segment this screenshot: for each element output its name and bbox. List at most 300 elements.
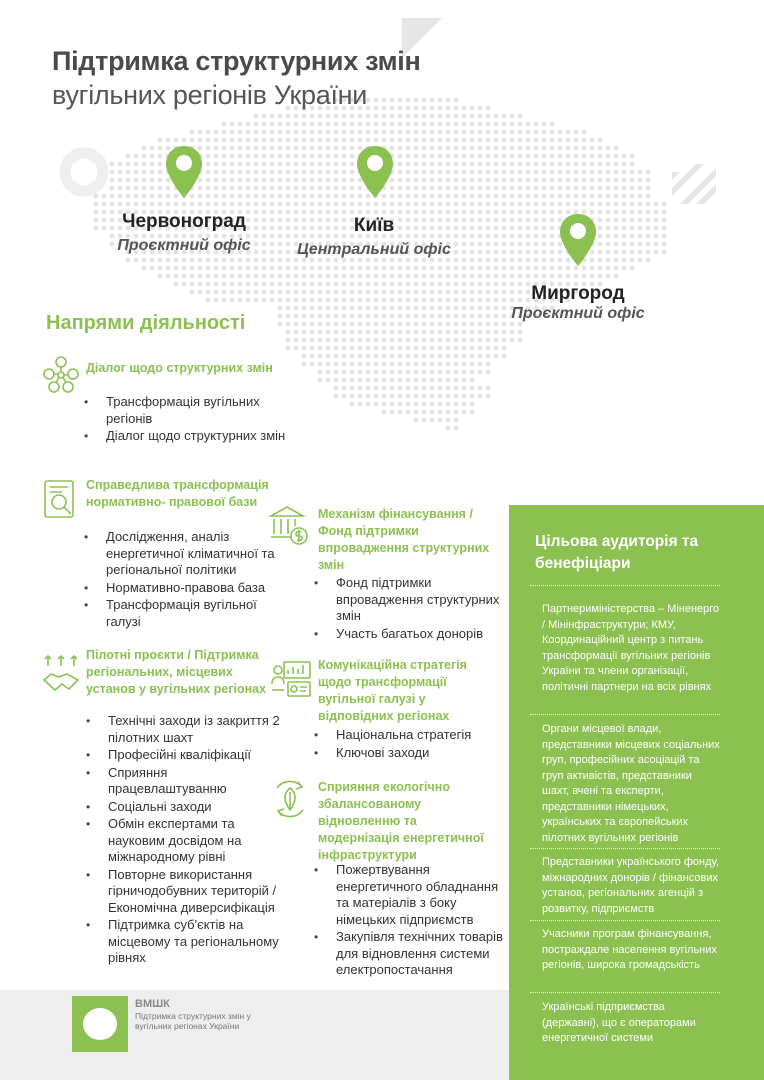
map-dot <box>390 322 395 327</box>
map-dot <box>422 314 427 319</box>
map-dot <box>438 330 443 335</box>
map-dot <box>390 314 395 319</box>
map-dot <box>238 290 243 295</box>
divider <box>530 848 720 849</box>
map-dot <box>574 162 579 167</box>
map-dot <box>454 234 459 239</box>
map-dot <box>278 170 283 175</box>
map-dot <box>214 298 219 303</box>
map-dot <box>566 154 571 159</box>
map-dot <box>294 210 299 215</box>
map-dot <box>310 170 315 175</box>
map-dot <box>406 290 411 295</box>
map-dot <box>334 346 339 351</box>
map-dot <box>430 290 435 295</box>
map-dot <box>462 354 467 359</box>
map-dot <box>422 114 427 119</box>
map-dot <box>134 170 139 175</box>
map-dot <box>446 394 451 399</box>
map-dot <box>422 338 427 343</box>
map-dot <box>398 394 403 399</box>
map-dot <box>262 138 267 143</box>
map-dot <box>638 250 643 255</box>
map-dot <box>294 138 299 143</box>
map-dot <box>462 138 467 143</box>
map-dot <box>222 298 227 303</box>
page-title: Підтримка структурних змін <box>52 46 421 76</box>
map-dot <box>350 362 355 367</box>
map-dot <box>414 162 419 167</box>
map-dot <box>622 234 627 239</box>
map-dot <box>230 162 235 167</box>
map-dot <box>454 250 459 255</box>
map-dot <box>582 178 587 183</box>
map-dot <box>278 114 283 119</box>
map-dot <box>430 186 435 191</box>
map-dot <box>406 98 411 103</box>
map-dot <box>422 98 427 103</box>
map-dot <box>606 186 611 191</box>
map-dot <box>318 282 323 287</box>
map-dot <box>470 210 475 215</box>
map-dot <box>606 202 611 207</box>
map-dot <box>430 274 435 279</box>
map-dot <box>438 114 443 119</box>
map-dot <box>158 162 163 167</box>
map-dot <box>382 370 387 375</box>
map-dot <box>118 178 123 183</box>
eco-leaf-cycle-icon <box>270 778 310 820</box>
map-dot <box>598 154 603 159</box>
map-dot <box>462 290 467 295</box>
map-dot <box>622 202 627 207</box>
map-dot <box>654 202 659 207</box>
map-dot <box>606 178 611 183</box>
map-dot <box>478 210 483 215</box>
map-dot <box>390 378 395 383</box>
map-dot <box>366 314 371 319</box>
map-dot <box>454 162 459 167</box>
map-dot <box>454 130 459 135</box>
map-dot <box>502 210 507 215</box>
map-dot <box>494 146 499 151</box>
map-dot <box>262 146 267 151</box>
map-dot <box>222 170 227 175</box>
list-item: • Професійні кваліфікації <box>80 747 280 764</box>
map-dot <box>494 154 499 159</box>
map-dot <box>470 186 475 191</box>
map-dot <box>462 346 467 351</box>
map-dot <box>462 146 467 151</box>
map-dot <box>486 338 491 343</box>
map-dot <box>246 154 251 159</box>
map-dot <box>630 186 635 191</box>
map-dot <box>494 234 499 239</box>
map-dot <box>118 194 123 199</box>
map-dot <box>430 394 435 399</box>
map-dot <box>470 346 475 351</box>
map-dot <box>550 162 555 167</box>
map-dot <box>190 290 195 295</box>
map-dot <box>590 194 595 199</box>
map-dot <box>310 122 315 127</box>
map-dot <box>462 282 467 287</box>
map-dot <box>238 266 243 271</box>
map-dot <box>414 274 419 279</box>
map-dot <box>158 274 163 279</box>
map-dot <box>542 138 547 143</box>
map-dot <box>406 322 411 327</box>
direction-title: Справедлива трансформація нормативно- правової бази <box>86 478 269 509</box>
map-dot <box>262 266 267 271</box>
map-dot <box>430 418 435 423</box>
map-dot <box>630 194 635 199</box>
map-dot <box>414 178 419 183</box>
map-dot <box>294 114 299 119</box>
map-dot <box>502 170 507 175</box>
map-dot <box>486 250 491 255</box>
map-dot <box>534 194 539 199</box>
map-dot <box>478 394 483 399</box>
map-dot <box>470 394 475 399</box>
map-dot <box>558 274 563 279</box>
map-dot <box>542 170 547 175</box>
logo-subtitle: Підтримка структурних змін у вугільних регіонах України <box>135 1011 251 1031</box>
map-dot <box>486 242 491 247</box>
map-dot <box>326 290 331 295</box>
map-dot <box>646 194 651 199</box>
map-dot <box>222 130 227 135</box>
map-dot <box>222 290 227 295</box>
map-dot <box>382 346 387 351</box>
map-dot <box>374 386 379 391</box>
map-dot <box>534 250 539 255</box>
map-dot <box>438 170 443 175</box>
map-dot <box>326 314 331 319</box>
map-dot <box>406 338 411 343</box>
map-dot <box>406 162 411 167</box>
map-dot <box>510 122 515 127</box>
map-dot <box>430 306 435 311</box>
map-dot <box>318 154 323 159</box>
map-dot <box>198 202 203 207</box>
map-dot <box>486 314 491 319</box>
map-dot <box>358 290 363 295</box>
office-city: Червоноград <box>122 211 246 232</box>
map-dot <box>246 178 251 183</box>
map-dot <box>590 178 595 183</box>
map-dot <box>534 178 539 183</box>
map-dot <box>382 130 387 135</box>
map-dot <box>606 194 611 199</box>
map-dot <box>342 210 347 215</box>
map-dot <box>654 250 659 255</box>
map-dot <box>294 290 299 295</box>
list-item: • Пожертвування енергетичного обладнання та матеріалів з боку німецьких підприємств <box>308 862 503 928</box>
map-pin-icon <box>558 212 598 268</box>
map-dot <box>334 386 339 391</box>
map-dot <box>406 186 411 191</box>
map-dot <box>486 290 491 295</box>
map-dot <box>494 258 499 263</box>
map-dot <box>654 226 659 231</box>
map-dot <box>446 290 451 295</box>
map-dot <box>246 290 251 295</box>
map-dot <box>374 122 379 127</box>
map-dot <box>662 226 667 231</box>
map-dot <box>334 314 339 319</box>
map-dot <box>358 362 363 367</box>
map-dot <box>406 314 411 319</box>
map-dot <box>126 186 131 191</box>
map-dot <box>214 170 219 175</box>
map-dot <box>358 138 363 143</box>
map-dot <box>502 186 507 191</box>
map-dot <box>646 234 651 239</box>
map-dot <box>334 210 339 215</box>
map-dot <box>198 282 203 287</box>
map-dot <box>502 146 507 151</box>
map-dot <box>398 186 403 191</box>
map-dot <box>638 226 643 231</box>
map-dot <box>470 410 475 415</box>
map-dot <box>446 210 451 215</box>
map-dot <box>462 194 467 199</box>
map-dot <box>238 186 243 191</box>
map-dot <box>486 330 491 335</box>
map-dot <box>638 194 643 199</box>
map-dot <box>166 258 171 263</box>
map-dot <box>518 258 523 263</box>
map-dot <box>286 210 291 215</box>
map-dot <box>246 122 251 127</box>
map-dot <box>406 402 411 407</box>
map-dot <box>294 178 299 183</box>
map-dot <box>326 274 331 279</box>
map-dot <box>558 178 563 183</box>
map-dot <box>598 178 603 183</box>
map-dot <box>270 162 275 167</box>
map-dot <box>446 146 451 151</box>
map-dot <box>470 258 475 263</box>
map-dot <box>366 122 371 127</box>
map-dot <box>430 146 435 151</box>
map-dot <box>286 314 291 319</box>
map-dot <box>510 154 515 159</box>
map-dot <box>286 178 291 183</box>
map-dot <box>382 290 387 295</box>
map-dot <box>470 378 475 383</box>
map-dot <box>462 178 467 183</box>
map-dot <box>254 146 259 151</box>
map-dot <box>478 138 483 143</box>
map-dot <box>438 290 443 295</box>
map-dot <box>214 266 219 271</box>
map-dot <box>342 322 347 327</box>
map-dot <box>454 346 459 351</box>
map-dot <box>318 370 323 375</box>
map-dot <box>350 194 355 199</box>
map-dot <box>446 98 451 103</box>
map-dot <box>350 354 355 359</box>
map-dot <box>206 130 211 135</box>
map-dot <box>358 338 363 343</box>
audience-group: Представники українського фонду, міжнародних донорів / фінансових установ, регіональних агенцій з розвитку, підприємств <box>542 856 719 915</box>
map-dot <box>366 322 371 327</box>
map-dot <box>134 154 139 159</box>
map-dot <box>502 250 507 255</box>
map-dot <box>254 162 259 167</box>
map-dot <box>510 210 515 215</box>
map-dot <box>574 130 579 135</box>
map-dot <box>262 202 267 207</box>
map-dot <box>422 186 427 191</box>
map-dot <box>222 122 227 127</box>
map-dot <box>190 266 195 271</box>
map-dot <box>646 218 651 223</box>
map-dot <box>310 306 315 311</box>
map-dot <box>318 162 323 167</box>
map-dot <box>614 234 619 239</box>
map-dot <box>470 290 475 295</box>
map-dot <box>534 274 539 279</box>
map-dot <box>430 138 435 143</box>
map-dot <box>286 202 291 207</box>
direction-bullets <box>78 394 288 445</box>
map-dot <box>214 290 219 295</box>
map-dot <box>374 202 379 207</box>
map-dot <box>518 266 523 271</box>
map-dot <box>326 210 331 215</box>
map-dot <box>398 194 403 199</box>
map-dot <box>302 194 307 199</box>
map-dot <box>478 226 483 231</box>
map-dot <box>310 266 315 271</box>
map-dot <box>470 274 475 279</box>
map-dot <box>302 162 307 167</box>
map-dot <box>566 146 571 151</box>
map-dot <box>286 226 291 231</box>
map-dot <box>350 122 355 127</box>
map-dot <box>510 138 515 143</box>
map-dot <box>438 402 443 407</box>
map-dot <box>534 146 539 151</box>
map-dot <box>318 266 323 271</box>
map-dot <box>286 330 291 335</box>
map-dot <box>302 330 307 335</box>
map-dot <box>206 274 211 279</box>
map-dot <box>214 274 219 279</box>
map-dot <box>382 410 387 415</box>
map-dot <box>398 338 403 343</box>
map-dot <box>262 298 267 303</box>
map-dot <box>350 186 355 191</box>
map-dot <box>566 170 571 175</box>
map-dot <box>254 282 259 287</box>
map-dot <box>414 138 419 143</box>
map-dot <box>422 402 427 407</box>
map-dot <box>454 378 459 383</box>
map-dot <box>350 170 355 175</box>
map-dot <box>478 306 483 311</box>
map-dot <box>446 354 451 359</box>
map-dot <box>350 130 355 135</box>
map-dot <box>598 266 603 271</box>
map-dot <box>478 386 483 391</box>
map-dot <box>342 194 347 199</box>
map-dot <box>454 154 459 159</box>
map-dot <box>414 154 419 159</box>
map-dot <box>462 322 467 327</box>
map-dot <box>486 370 491 375</box>
map-dot <box>510 202 515 207</box>
map-dot <box>342 346 347 351</box>
direction-bullets <box>80 713 280 967</box>
map-dot <box>414 146 419 151</box>
map-dot <box>230 274 235 279</box>
map-dot <box>206 186 211 191</box>
map-dot <box>526 226 531 231</box>
map-dot <box>214 154 219 159</box>
map-dot <box>222 274 227 279</box>
map-dot <box>110 202 115 207</box>
map-dot <box>534 266 539 271</box>
map-dot <box>398 202 403 207</box>
map-dot <box>414 370 419 375</box>
map-dot <box>190 202 195 207</box>
map-dot <box>358 370 363 375</box>
map-dot <box>478 250 483 255</box>
map-dot <box>430 338 435 343</box>
map-dot <box>222 162 227 167</box>
map-pin-icon <box>355 144 395 200</box>
map-dot <box>478 194 483 199</box>
map-dot <box>446 114 451 119</box>
map-dot <box>126 202 131 207</box>
map-dot <box>406 378 411 383</box>
map-dot <box>414 410 419 415</box>
map-dot <box>142 202 147 207</box>
map-dot <box>454 282 459 287</box>
map-dot <box>654 210 659 215</box>
map-dot <box>294 274 299 279</box>
map-dot <box>598 242 603 247</box>
map-dot <box>606 242 611 247</box>
map-dot <box>478 114 483 119</box>
map-dot <box>358 402 363 407</box>
map-dot <box>414 114 419 119</box>
map-dot <box>422 378 427 383</box>
map-dot <box>334 290 339 295</box>
map-dot <box>310 338 315 343</box>
map-dot <box>342 202 347 207</box>
map-dot <box>606 250 611 255</box>
map-dot <box>470 330 475 335</box>
map-dot <box>398 322 403 327</box>
map-dot <box>478 242 483 247</box>
map-dot <box>662 250 667 255</box>
map-dot <box>598 274 603 279</box>
map-dot <box>486 354 491 359</box>
map-dot <box>406 210 411 215</box>
map-dot <box>406 266 411 271</box>
map-dot <box>526 138 531 143</box>
map-dot <box>310 282 315 287</box>
map-dot <box>350 202 355 207</box>
map-dot <box>254 258 259 263</box>
map-dot <box>334 170 339 175</box>
map-dot <box>286 194 291 199</box>
